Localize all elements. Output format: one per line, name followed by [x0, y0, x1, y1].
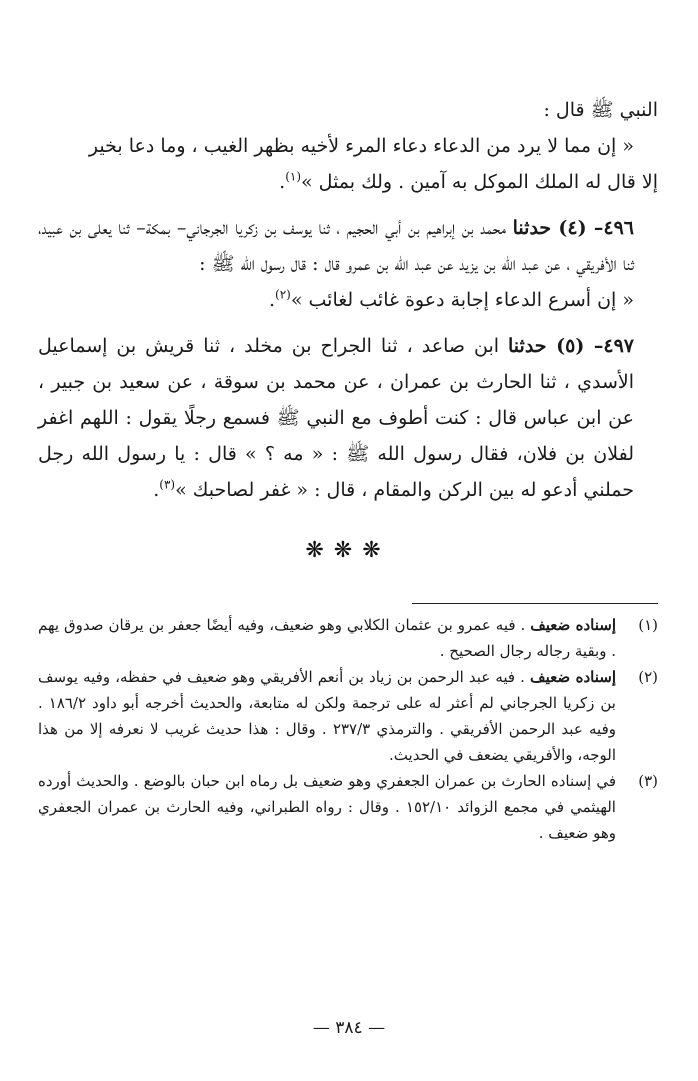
footnote-body: في إسناده الحارث بن عمران الجعفري وهو ضعيف بل رماه ابن حبان بالوضع . والحديث أورده الهيثمي في مجمع الزوائد ١٥٢/١٠ . وقال : رواه الطبراني، وفيه الحارث بن عمران الجعفري وهو ضعيف .	[38, 772, 616, 842]
footnote-lead: إسناده ضعيف	[530, 668, 616, 686]
footnote-number: (٣)	[638, 772, 658, 790]
footnote-body: . فيه عمرو بن عثمان الكلابي وهو ضعيف، وفيه أيضًا جعفر بن يرقان صدوق يهم . وبقية رجاله رجال الصحيح .	[38, 616, 616, 660]
footnote-body: . فيه عبد الرحمن بن زياد بن أنعم الأفريقي وهو ضعيف في حفظه، وفيه يوسف بن زكريا الجرجاني لم أعثر له على ترجمة ولكن له متابعة، والحديث أخرجه أبو داود ١٨٦/٢ . وفيه عبد الرحمن الأفريقي . والترمذي ٢٣٧/٣ . وقال : هذا حديث غريب لا نعرفه إلا من هذا الوجه، والأفريقي يضعف في الحديث.	[38, 668, 616, 764]
footnote-lead: إسناده ضعيف	[530, 616, 616, 634]
hadith-496-quote: « إن أسرع الدعاء إجابة دعوة غائب لغائب »$^{(٢)}$.	[268, 287, 634, 311]
footnote-text	[38, 612, 616, 664]
section-separator-stars: ❋❋❋	[305, 538, 391, 563]
hadith-497-text: ابن صاعد ، ثنا الجراح بن مخلد ، ثنا قريش بن إسماعيل الأسدي ، ثنا الحارث بن عمران ، عن محمد بن سوقة ، عن سعيد بن جبير ، عن ابن عباس قال : كنت أطوف مع النبي ﷺ فسمع رجلًا يقول : اللهم اغفر لفلان بن فلان، فقال رسول الله ﷺ : « مه ؟ » قال : يا رسول الله رجل حملني أدعو له بين الركن والمقام ، قال : « غفر لصاحبك »	[38, 335, 634, 501]
hadith-496-quote-text: « إن أسرع الدعاء إجابة دعوة غائب لغائب »	[290, 289, 634, 311]
hadith-497-number: ٤٩٧– (٥) حدثنا	[508, 335, 634, 357]
main-text	[38, 92, 658, 563]
hadith-496	[38, 210, 658, 282]
page-number: — ٣٨٤ —	[312, 1018, 386, 1038]
footnote-text	[38, 664, 616, 768]
footnote-3	[38, 768, 658, 846]
footnote-ref-3: (٣)	[159, 477, 176, 492]
intro-line: النبي ﷺ قال :	[543, 99, 658, 121]
footnote-divider	[412, 603, 658, 604]
hadith-quote-1-cont: إلا قال له الملك الموكل به آمين . ولك بمثل »$^{(١)}$.	[279, 169, 658, 193]
footnote-ref-1: (١)	[285, 169, 302, 184]
hadith-496-text: محمد بن إبراهيم بن أبي الحجيم ، ثنا يوسف بن زكريا الجرجاني– بمكة– ثنا يعلى بن عبيد، ثنا الأفريقي ، عن عبد الله بن يزيد عن عبد الله بن عمرو قال : قال رسول الله ﷺ :	[38, 217, 634, 275]
footnote-text	[38, 768, 616, 846]
hadith-497: ٤٩٧– (٥) حدثنا ابن صاعد ، ثنا الجراح بن مخلد ، ثنا قريش بن إسماعيل الأسدي ، ثنا الحارث بن عمران ، عن محمد بن سوقة ، عن سعيد بن جبير ، عن ابن عباس قال : كنت أطوف مع النبي ﷺ فسمع رجلًا يقول : اللهم اغفر لفلان بن فلان، فقال رسول الله ﷺ : « مه ؟ » قال : يا رسول الله رجل حملني أدعو له بين الركن والمقام ، قال : « غفر لصاحبك »$^{(٣)}$.	[38, 335, 634, 501]
footnote-ref-2: (٢)	[275, 287, 291, 302]
footnote-2	[38, 664, 658, 768]
footnote-number: (٢)	[638, 668, 658, 686]
quote-line-1: « إن مما لا يرد من الدعاء دعاء المرء لأخيه بظهر الغيب ، وما دعا بخير	[88, 135, 634, 157]
footnote-number: (١)	[638, 616, 658, 634]
hadith-quote-1	[38, 128, 658, 164]
hadith-496-number: ٤٩٦– (٤) حدثنا	[512, 217, 635, 239]
footnote-1	[38, 612, 658, 664]
footnotes	[38, 612, 658, 846]
quote-line-2: إلا قال له الملك الموكل به آمين . ولك بمثل »	[301, 171, 658, 193]
